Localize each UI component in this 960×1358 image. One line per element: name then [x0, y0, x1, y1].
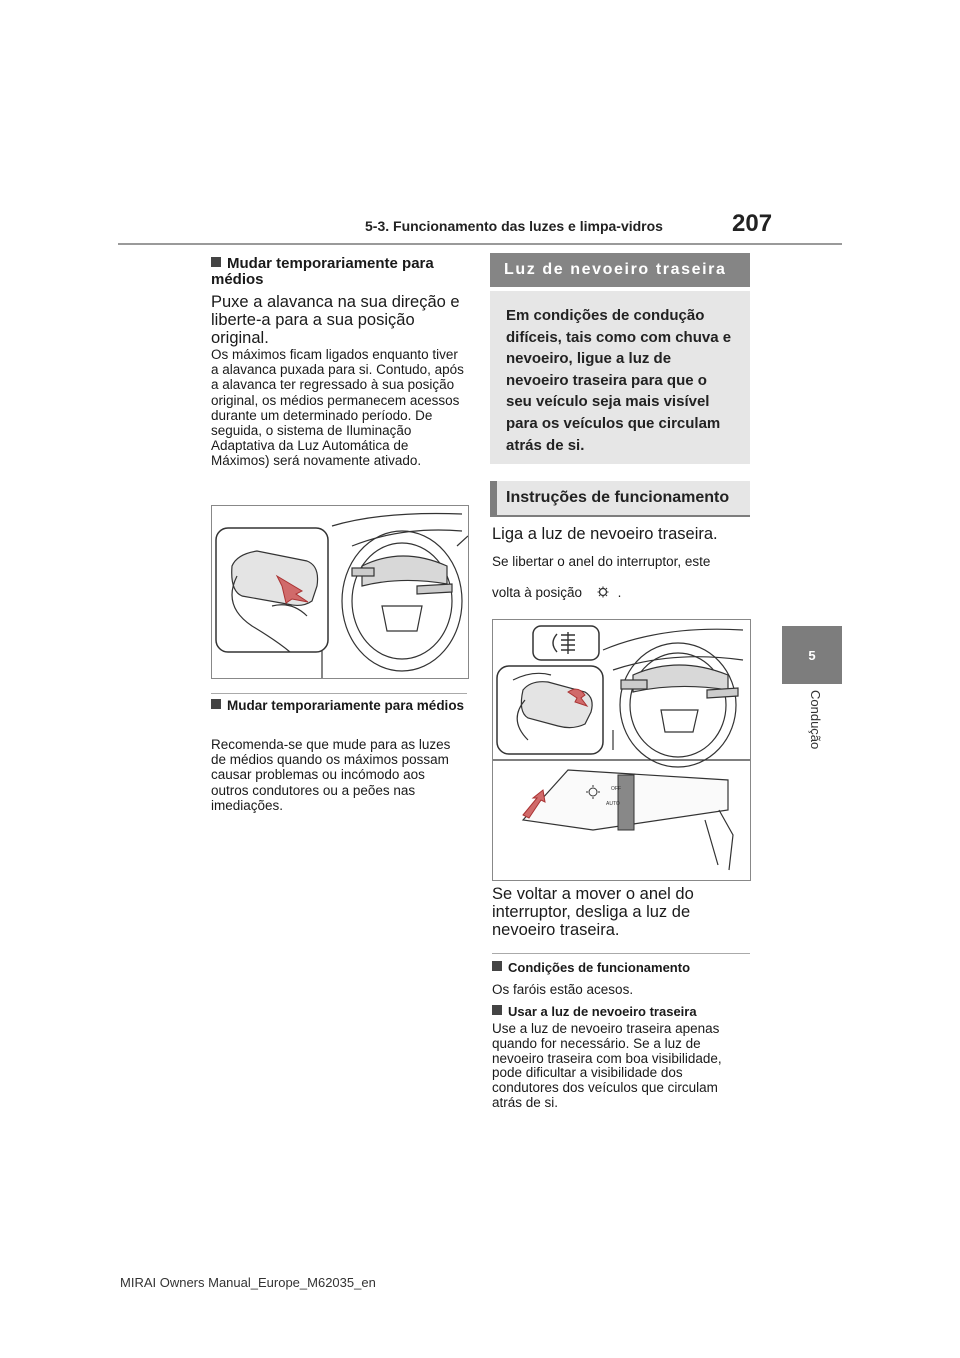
- square-bullet-icon: [211, 257, 221, 267]
- left-heading-2: [211, 699, 466, 713]
- note-1-text: volta à posição: [492, 585, 583, 600]
- chapter-label-text: Condução: [808, 690, 823, 750]
- use-heading-text: Usar a luz de nevoeiro traseira: [508, 1004, 697, 1019]
- step-1: Liga a luz de nevoeiro traseira.: [492, 525, 718, 543]
- square-bullet-icon: [211, 699, 221, 709]
- left-body: Os máximos ficam ligados enquanto tiver a alavanca puxada para si. Contudo, após a alavanca ter regressado à sua posição original, os médios permanecem acessos durante um determinado período. De seguida, o sistema de Iluminação Adaptativa da Luz Automática de Máximos) será novamente ativado.: [211, 347, 464, 469]
- cond-heading-text: Condições de funcionamento: [508, 960, 691, 975]
- lever-figure: [211, 505, 469, 679]
- lever-illustration: [212, 506, 468, 678]
- left-heading-1: [211, 256, 466, 288]
- fog-light-off-icon: [592, 586, 614, 600]
- intro-box: Em condições de condução difíceis, tais como com chuva e nevoeiro, ligue a luz de nevoeiro traseira para que o seu veículo seja mais visível para os veículos que circulam atrás de si.: [490, 291, 750, 464]
- fog-switch-figure: [492, 619, 751, 881]
- fog-switch-illustration: [493, 620, 750, 880]
- square-bullet-icon: [492, 1005, 502, 1015]
- section-title: Luz de nevoeiro traseira: [490, 253, 750, 287]
- switch-label-auto: AUTO: [606, 801, 620, 807]
- right-divider: [492, 953, 750, 954]
- chapter-tab[interactable]: 5: [782, 626, 842, 684]
- use-body: Use a luz de nevoeiro traseira apenas quando for necessário. Se a luz de nevoeiro traseira com boa visibilidade, pode dificultar a visibilidade dos condutores dos veículos que circulam atrás de si.: [492, 1021, 722, 1110]
- switch-label-off: OFF: [611, 786, 621, 792]
- note-1-line-2: [492, 585, 750, 600]
- chapter-label: [787, 690, 837, 774]
- footer: MIRAI Owners Manual_Europe_M62035_en: [120, 1275, 376, 1290]
- square-bullet-icon: [492, 961, 502, 971]
- note-1-suffix: .: [617, 585, 622, 600]
- note-1-line-1: Se libertar o anel do interruptor, este: [492, 554, 711, 569]
- subheading: Instruções de funcionamento: [490, 481, 750, 517]
- cond-heading: [492, 961, 750, 975]
- use-heading: [492, 1005, 750, 1019]
- cond-body: Os faróis estão acesos.: [492, 982, 634, 997]
- running-header: 5-3. Funcionamento das luzes e limpa-vidros: [365, 218, 663, 234]
- left-lead: Puxe a alavanca na sua direção e liberte-a para a sua posição original.: [211, 293, 460, 347]
- left-heading-2-text: Mudar temporariamente para médios: [227, 698, 465, 713]
- header-divider: [118, 243, 842, 245]
- step-2: Se voltar a mover o anel do interruptor, desliga a luz de nevoeiro traseira.: [492, 885, 694, 939]
- page-number: 207: [732, 210, 773, 237]
- left-divider: [211, 693, 467, 694]
- left-heading-1-text: Mudar temporariamente para médios: [211, 255, 434, 288]
- left-body-2: Recomenda-se que mude para as luzes de médios quando os máximos possam causar problemas ou incómodo aos outros condutores ou a peões nas imediações.: [211, 737, 451, 813]
